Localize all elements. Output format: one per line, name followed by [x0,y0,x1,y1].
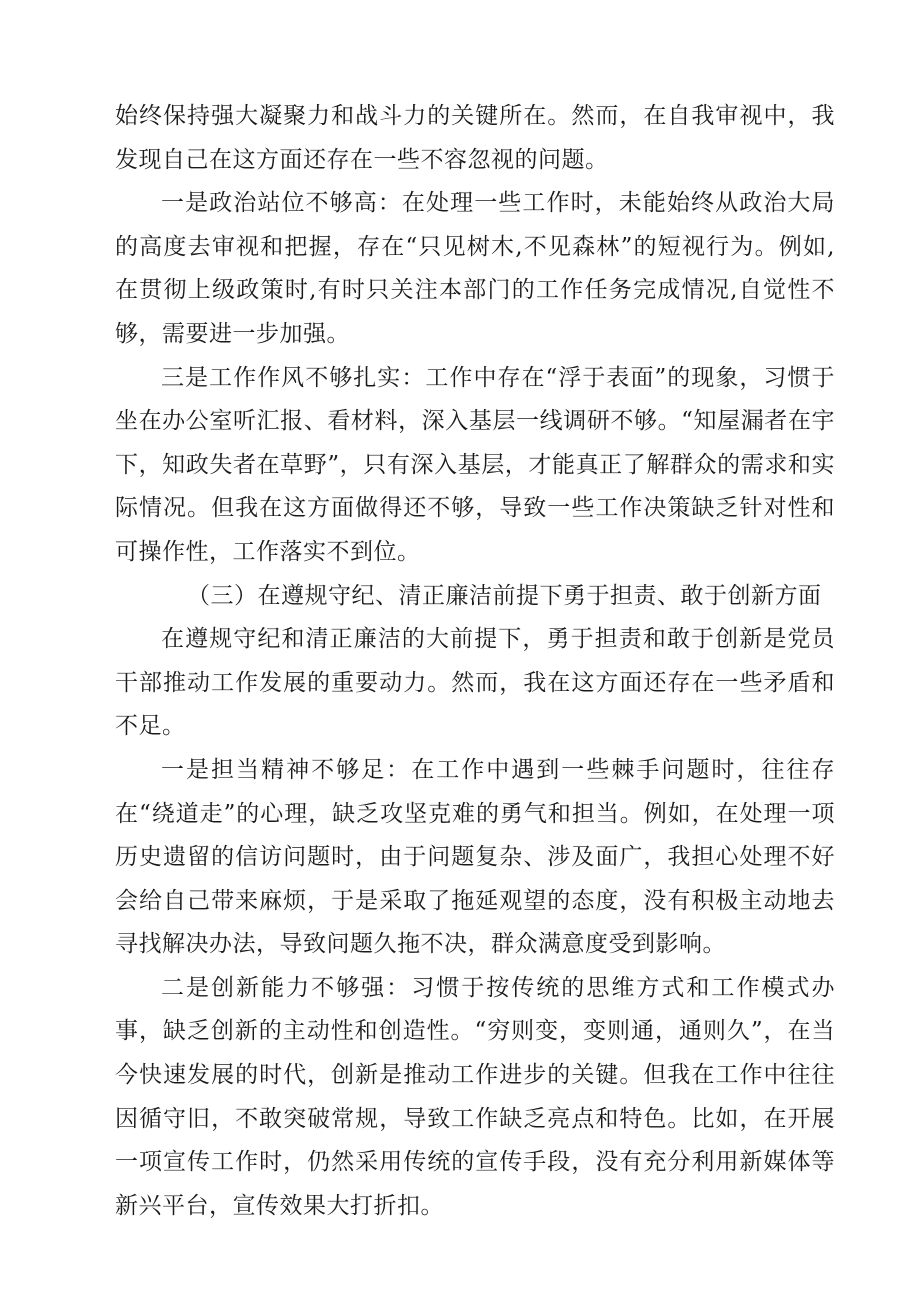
section-heading: （三）在遵规守纪、清正廉洁前提下勇于担责、敢于创新方面 [187,582,822,609]
paragraph-section-intro: 在遵规守纪和清正廉洁的大前提下，勇于担责和敢于创新是党员干部推动工作发展的重要动力。然而，我在这方面还存在一些矛盾和不足。 [115,626,835,740]
paragraph-continuation: 始终保持强大凝聚力和战斗力的关键所在。然而，在自我审视中，我发现自己在这方面还存在一些不容忽视的问题。 [115,103,835,173]
document-page [115,95,835,1228]
paragraph-political-stance: 一是政治站位不够高：在处理一些工作时，未能始终从政治大局的高度去审视和把握，存在“只见树木,不见森林”的短视行为。例如,在贯彻上级政策时,有时只关注本部门的工作任务完成情况,自觉性不够，需要进一步加强。 [115,190,835,347]
paragraph-work-style: 三是工作作风不够扎实：工作中存在“浮于表面”的现象，习惯于坐在办公室听汇报、看材料，深入基层一线调研不够。“知屋漏者在宇下，知政失者在草野”，只有深入基层，才能真正了解群众的需求和实际情况。但我在这方面做得还不够，导致一些工作决策缺乏针对性和可操作性，工作落实不到位。 [115,364,835,565]
paragraph-responsibility: 一是担当精神不够足：在工作中遇到一些棘手问题时，往往存在“绕道走”的心理，缺乏攻坚克难的勇气和担当。例如，在处理一项历史遗留的信访问题时，由于问题复杂、涉及面广，我担心处理不好会给自己带来麻烦，于是采取了拖延观望的态度，没有积极主动地去寻找解决办法，导致问题久拖不决，群众满意度受到影响。 [115,756,835,958]
paragraph-innovation: 二是创新能力不够强：习惯于按传统的思维方式和工作模式办事，缺乏创新的主动性和创造性。“穷则变，变则通，通则久”，在当今快速发展的时代，创新是推动工作进步的关键。但我在工作中往往因循守旧，不敢突破常规，导致工作缺乏亮点和特色。比如，在开展一项宣传工作时，仍然采用传统的宣传手段，没有充分利用新媒体等新兴平台，宣传效果大打折扣。 [115,974,835,1219]
